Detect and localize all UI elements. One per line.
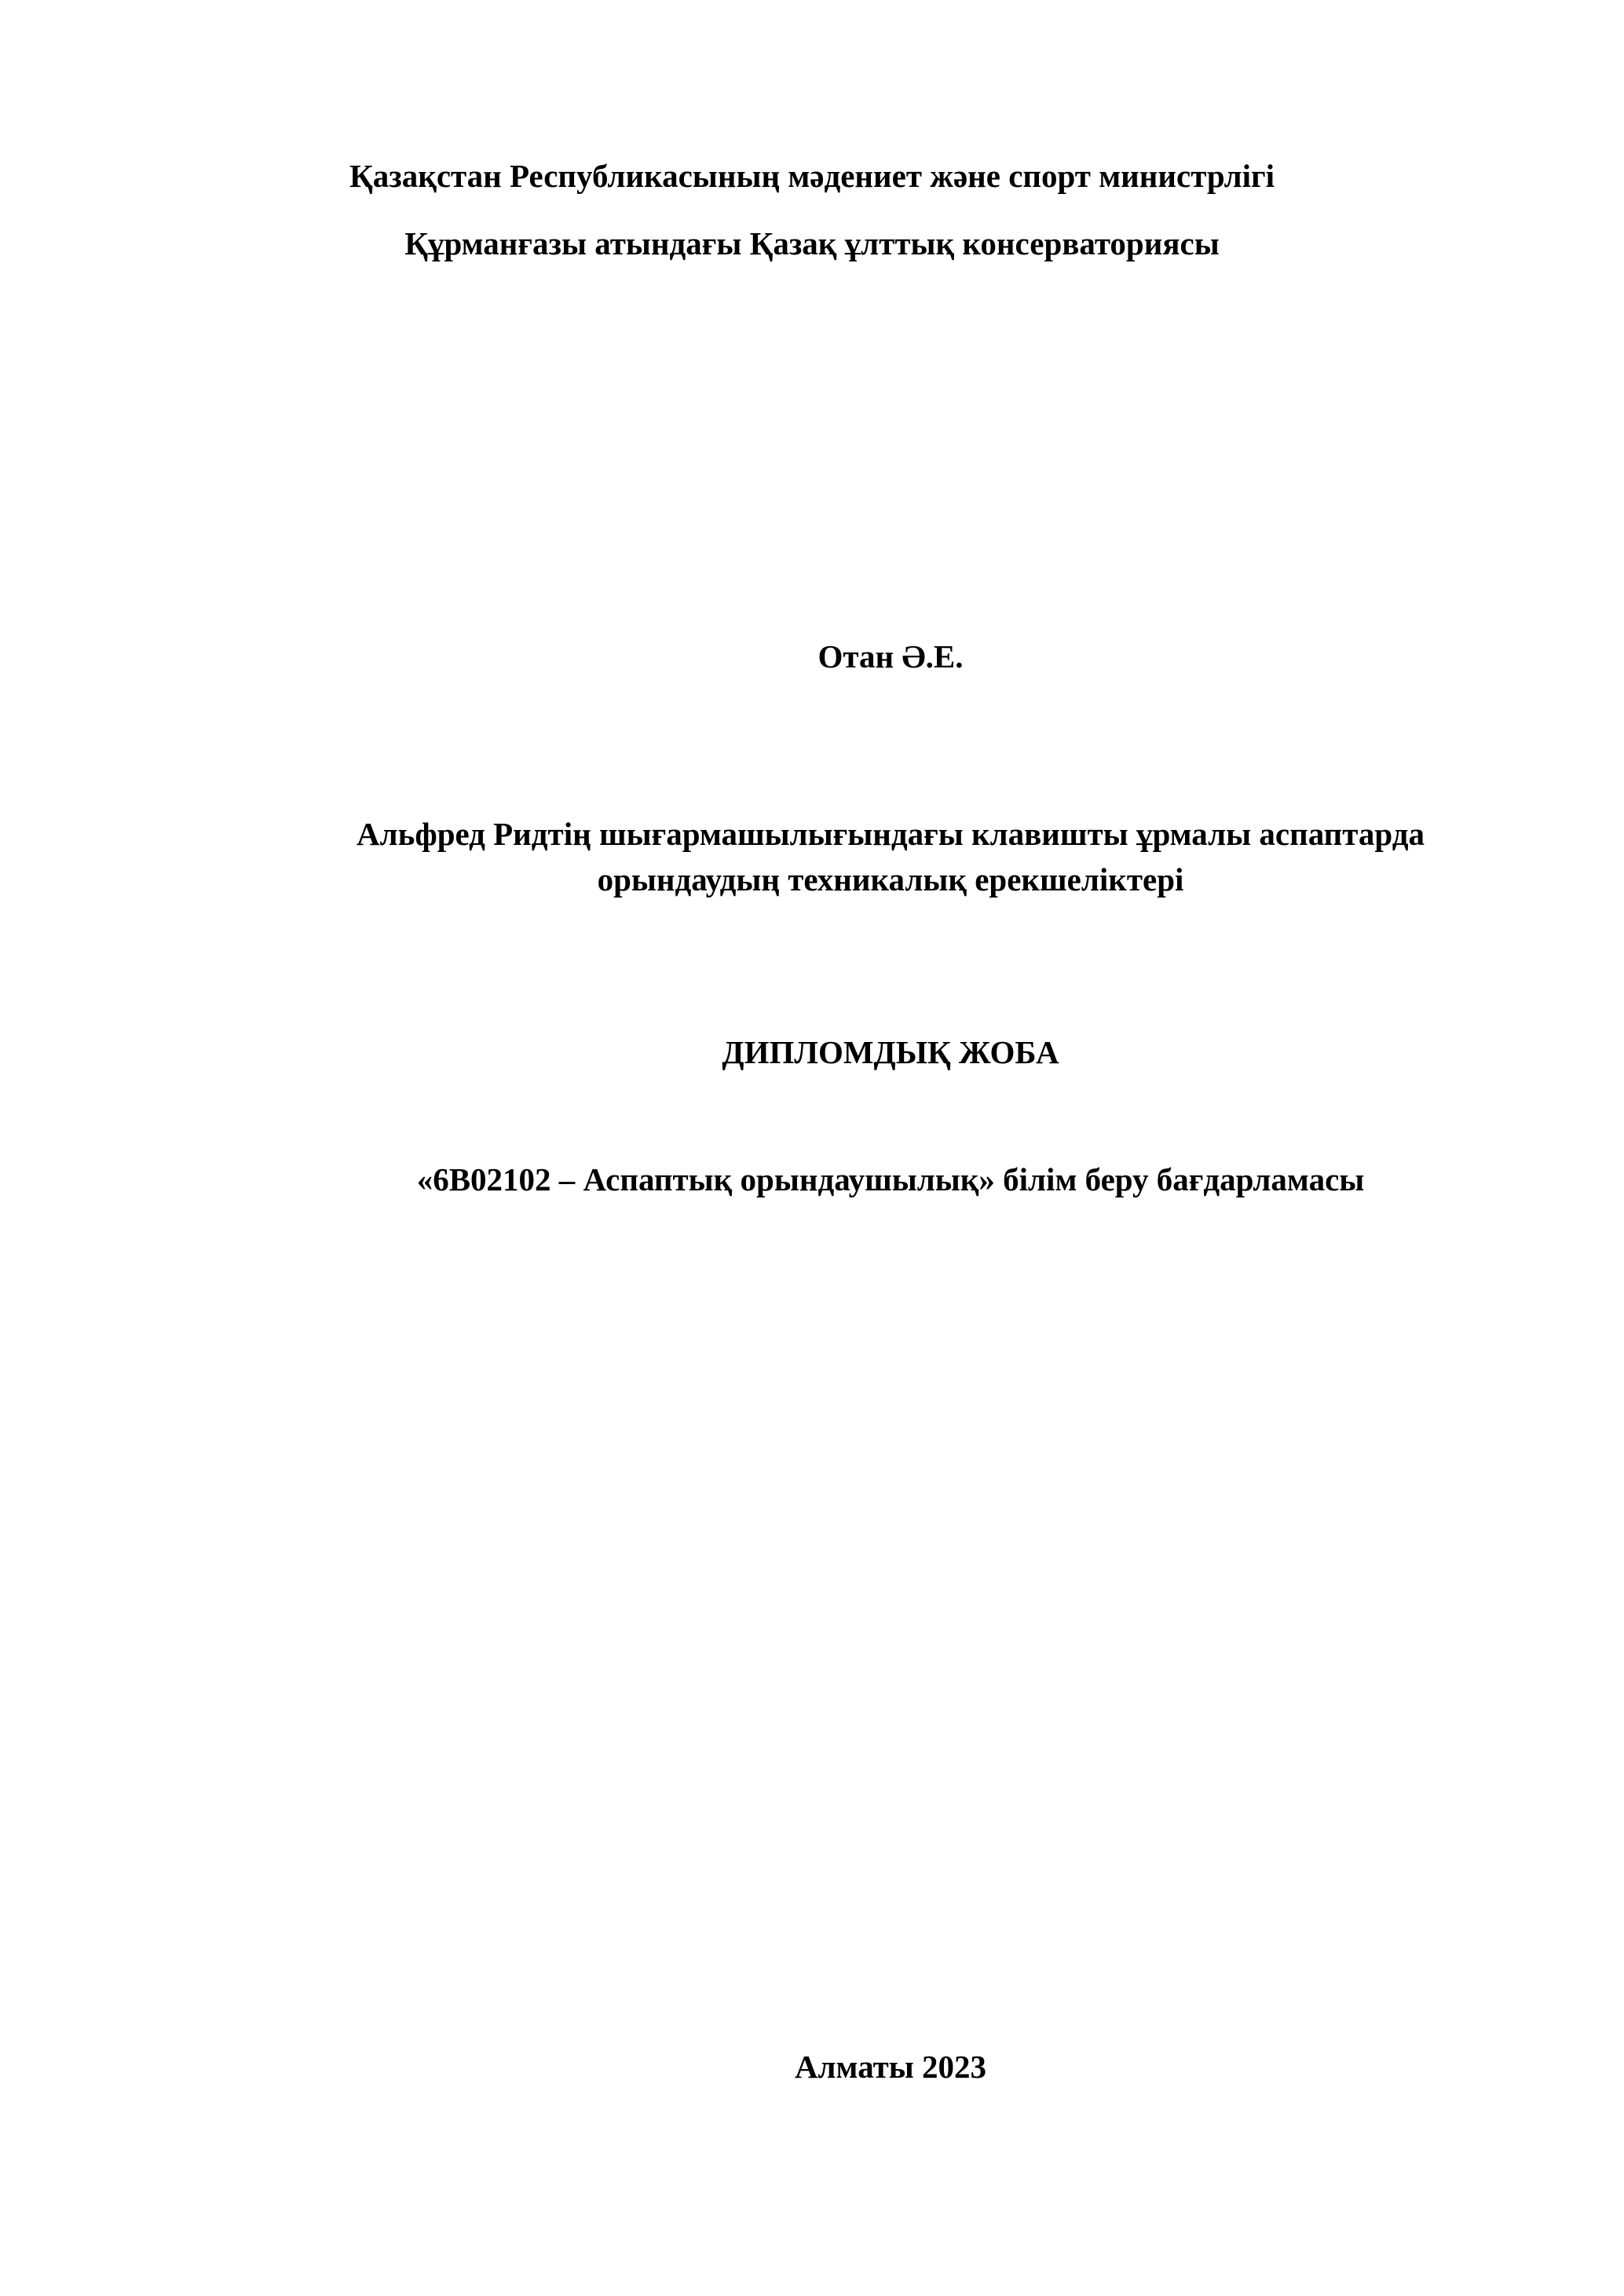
thesis-title-line-2: орындаудың техникалық ерекшеліктері [597,861,1184,898]
education-program: «6В02102 – Аспаптық орындаушылық» білім беру бағдарламасы [416,1161,1365,1197]
thesis-title-line-1: Альфред Ридтің шығармашылығындағы клавишты ұрмалы аспаптарда [357,816,1425,852]
city-and-year: Алматы 2023 [794,2049,987,2085]
institution-heading: Құрманғазы атындағы Қазақ ұлттық консерваториясы [404,225,1220,261]
document-type: ДИПЛОМДЫҚ ЖОБА [722,1034,1059,1070]
author-name: Отан Ә.Е. [817,638,964,675]
ministry-heading: Қазақстан Республикасының мәдениет және спорт министрлігі [349,158,1275,194]
